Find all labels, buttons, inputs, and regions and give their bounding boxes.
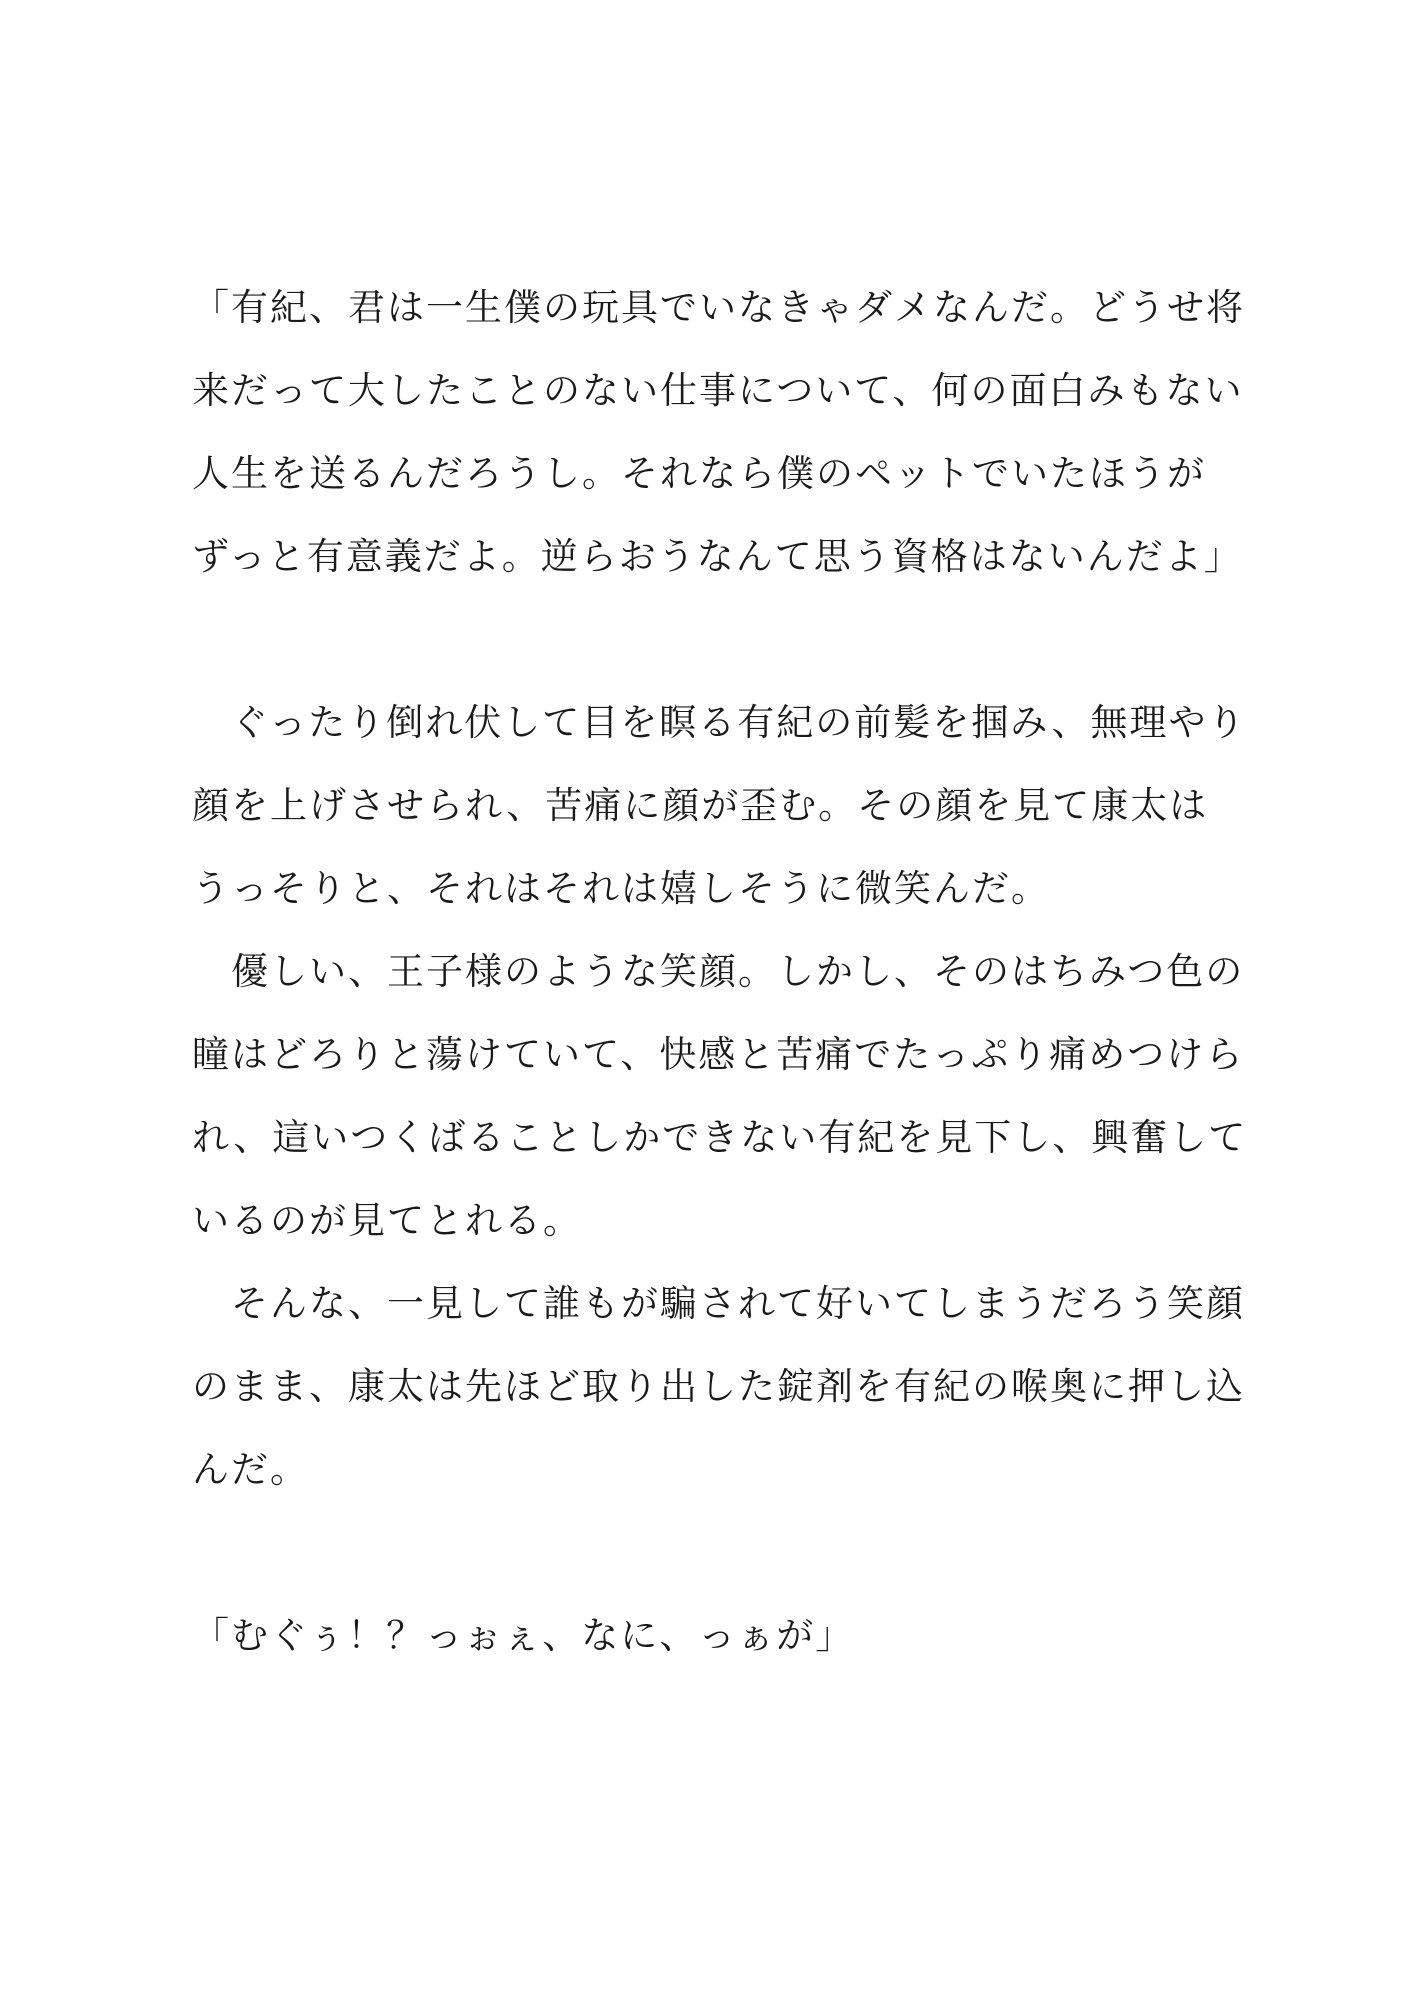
text-line: そんな、一見して誰もが騙されて好いてしまうだろう笑顔 bbox=[192, 1282, 1245, 1325]
text-line: んだ。 bbox=[192, 1448, 309, 1491]
blank-line bbox=[192, 610, 1202, 693]
text-line: ずっと有意義だよ。逆らおうなんて思う資格はないんだよ」 bbox=[192, 535, 1243, 578]
text-line: いるのが見てとれる。 bbox=[192, 1199, 582, 1242]
text-line: 「むぐぅ！？っぉぇ、なに、っぁが」 bbox=[192, 1614, 855, 1657]
novel-text bbox=[192, 278, 1248, 1689]
text-line: 瞳はどろりと蕩けていて、快感と苦痛でたっぷり痛めつけら bbox=[192, 1033, 1245, 1076]
text-line: ぐったり倒れ伏して目を瞑る有紀の前髪を掴み、無理やり bbox=[192, 701, 1247, 744]
text-line: 来だって大したことのない仕事について、何の面白みもない bbox=[192, 369, 1244, 412]
text-line: れ、這いつくばることしかできない有紀を見下し、興奮して bbox=[192, 1116, 1248, 1159]
text-line: うっそりと、それはそれは嬉しそうに微笑んだ。 bbox=[192, 867, 1050, 910]
text-line: 顔を上げさせられ、苦痛に顔が歪む。その顔を見て康太は bbox=[192, 784, 1209, 827]
blank-line bbox=[192, 1523, 1202, 1606]
text-line: 「有紀、君は一生僕の玩具でいなきゃダメなんだ。どうせ将 bbox=[192, 286, 1245, 329]
text-line: のまま、康太は先ほど取り出した錠剤を有紀の喉奥に押し込 bbox=[192, 1365, 1245, 1408]
text-line: 人生を送るんだろうし。それなら僕のペットでいたほうが bbox=[192, 452, 1206, 495]
text-line: 優しい、王子様のような笑顔。しかし、そのはちみつ色の bbox=[192, 950, 1245, 993]
